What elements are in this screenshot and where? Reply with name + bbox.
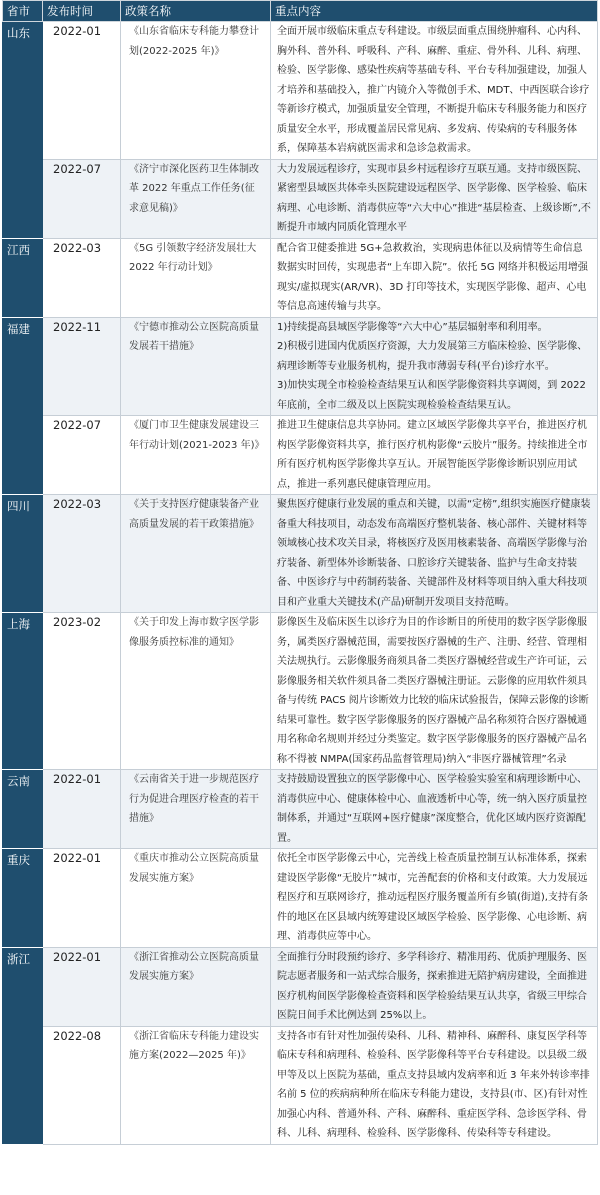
policy-name-cell: 《厦门市卫生健康发展建设三年行动计划(2021-2023 年)》 [121, 416, 271, 495]
table-row [3, 849, 598, 948]
content-cell: 支持鼓励设置独立的医学影像中心、医学检验实验室和病理诊断中心、消毒供应中心、健康体检中心、血液透析中心等，统一纳入医疗质量控制体系，并通过“互联网+医疗健康”深度整合，优化区域内医疗资源配置。 [271, 770, 598, 849]
header-policy: 政策名称 [121, 1, 271, 22]
policy-name-cell: 《浙江省推动公立医院高质量发展实施方案》 [121, 947, 271, 1026]
policy-name-cell: 《重庆市推动公立医院高质量发展实施方案》 [121, 849, 271, 948]
content-cell: 大力发展远程诊疗，实现市县乡村远程诊疗互联互通。支持市级医院、紧密型县域医共体牵头医院建设远程医学、医学影像、医学检验、临床病理、心电诊断、消毒供应等“六大中心”推进“基层检查、上级诊断”,不断提升市域内同质化管理水平 [271, 159, 598, 238]
province-cell: 江西 [3, 238, 43, 317]
content-cell: 支持各市有针对性加强传染科、儿科、精神科、麻醉科、康复医学科等临床专科和病理科、检验科、医学影像科等平台专科建设。以县级二级甲等及以上医院为基础，重点支持县域内发病率和近 3 年来外转诊率排名前 5 位的疾病病种所在临床专科能力建设，支持县(市、区)有针对性加强心内科、普通外科、产科、麻醉科、重症医学科、急诊医学科、骨科、儿科、病理科、检验科、医学影像科、传染科等专科建设。 [271, 1026, 598, 1144]
province-cell: 山东 [3, 22, 43, 239]
table-row [3, 495, 598, 613]
date-cell: 2022-01 [43, 22, 121, 160]
date-cell: 2022-01 [43, 947, 121, 1026]
content-cell: 配合省卫健委推进 5G+急救救治，实现病患体征以及病情等生命信息数据实时回传，实现患者“上车即入院”。依托 5G 网络并积极运用增强现实/虚拟现实(AR/VR)、3D 打印等技术，实现医学影像、超声、心电等信息高速传输与共享。 [271, 238, 598, 317]
table-row [3, 238, 598, 317]
policy-name-cell: 《5G 引领数字经济发展壮大 2022 年行动计划》 [121, 238, 271, 317]
province-cell: 上海 [3, 613, 43, 770]
policy-table [2, 0, 598, 1145]
date-cell: 2022-01 [43, 770, 121, 849]
province-cell: 四川 [3, 495, 43, 613]
date-cell: 2022-11 [43, 317, 121, 416]
policy-name-cell: 《济宁市深化医药卫生体制改革 2022 年重点工作任务(征求意见稿)》 [121, 159, 271, 238]
table-row [3, 770, 598, 849]
header-content: 重点内容 [271, 1, 598, 22]
province-cell: 重庆 [3, 849, 43, 948]
header-row [3, 1, 598, 22]
table-row [3, 317, 598, 416]
date-cell: 2022-03 [43, 495, 121, 613]
policy-name-cell: 《关于印发上海市数字医学影像服务质控标准的通知》 [121, 613, 271, 770]
policy-name-cell: 《浙江省临床专科能力建设实施方案(2022—2025 年)》 [121, 1026, 271, 1144]
date-cell: 2022-07 [43, 416, 121, 495]
header-date: 发布时间 [43, 1, 121, 22]
content-cell: 依托全市医学影像云中心，完善线上检查质量控制互认标准体系，探索建设医学影像“无胶片”城市，完善配套的价格和支付政策。大力发展远程医疗和互联网诊疗，推动远程医疗服务覆盖所有乡镇(街道),支持有条件的地区在区县域内统筹建设区域医学检验、医学影像、心电诊断、病理、消毒供应等中心。 [271, 849, 598, 948]
content-cell: 全面推行分时段预约诊疗、多学科诊疗、精准用药、优质护理服务、医院志愿者服务和一站式综合服务，探索推进无陪护病房建设，全面推进医疗机构间医学影像检查资料和医学检验结果互认共享，省级三甲综合医院日间手术比例达到 25%以上。 [271, 947, 598, 1026]
table-row [3, 947, 598, 1026]
date-cell: 2022-08 [43, 1026, 121, 1144]
content-cell: 推进卫生健康信息共享协同。建立区域医学影像共享平台，推进医疗机构医学影像资料共享，推行医疗机构影像“云胶片”服务。持续推进全市所有医疗机构医学影像共享互认。开展智能医学影像诊断识别应用试点，推进一系列惠民健康管理应用。 [271, 416, 598, 495]
date-cell: 2022-01 [43, 849, 121, 948]
table-row [3, 22, 598, 160]
province-cell: 福建 [3, 317, 43, 495]
content-line: 3)加快实现全市检验检查结果互认和医学影像资料共享调阅，到 2022 年底前，全市二级及以上医院实现检验检查结果互认。 [277, 380, 586, 411]
content-cell: 全面开展市级临床重点专科建设。市级层面重点围绕肿瘤科、心内科、胸外科、普外科、呼吸科、产科、麻醉、重症、骨外科、儿科、病理、检验、医学影像、感染性疾病等基础专科、平台专科加强建设，加强人才培养和基础投入，推广内镜介入等微创手术、MDT、中西医联合诊疗等新诊疗模式，加强质量安全管理，不断提升临床专科服务能力和医疗质量安全水平，形成覆盖居民常见病、多发病、传染病的专科服务体系，保障基本岩病就医需求和急诊急救需求。 [271, 22, 598, 160]
content-cell [271, 317, 598, 416]
content-cell: 影像医生及临床医生以诊疗为目的作诊断目的所使用的数字医学影像服务，属类医疗器械范围，需要按医疗器械的生产、注册、经营、管理相关法规执行。云影像服务商须具备二类医疗器械经营或生产许可证，云影像服务相关软件须具备二类医疗器械注册证。云影像的应用软件须具备与传统 PACS 阅片诊断效力比较的临床试验报告，保障云影像的诊断结果可靠性。数字医学影像服务的医疗器械产品名称须符合医疗器械通用名称命名规则并经过分类鉴定。数字医学影像服务的医疗器械产品名称不得被 NMPA(国家药品监督管理局)纳入“非医疗器械管理”名录 [271, 613, 598, 770]
content-cell: 聚焦医疗健康行业发展的重点和关键，以需“定榜”,组织实施医疗健康装备重大科技项目，动态发布高端医疗整机装备、核心部件、关键材料等领域核心技术攻关目录，将核医疗及医用核素装备、高端医学影像与治疗装备、新型体外诊断装备、口腔诊疗关键装备、监护与生命支持装备、中医诊疗与中药制药装备、关键部件及材料等项目纳入重大科技项目和产业重大关键技术(产品)研制开发项目支持范畴。 [271, 495, 598, 613]
header-province: 省市 [3, 1, 43, 22]
content-line: 2)积极引进国内优质医疗资源，大力发展第三方临床检验、医学影像、病理诊断等专业服务机构，提升我市薄弱专科(平台)诊疗水平。 [277, 341, 588, 372]
table-row [3, 416, 598, 495]
date-cell: 2022-07 [43, 159, 121, 238]
policy-name-cell: 《云南省关于进一步规范医疗行为促进合理医疗检查的若干措施》 [121, 770, 271, 849]
table-row [3, 613, 598, 770]
policy-name-cell: 《宁德市推动公立医院高质量发展若干措施》 [121, 317, 271, 416]
policy-name-cell: 《山东省临床专科能力攀登计划(2022-2025 年)》 [121, 22, 271, 160]
date-cell: 2022-03 [43, 238, 121, 317]
policy-name-cell: 《关于支持医疗健康装备产业高质量发展的若干政策措施》 [121, 495, 271, 613]
table-row [3, 159, 598, 238]
province-cell: 云南 [3, 770, 43, 849]
province-cell: 浙江 [3, 947, 43, 1144]
date-cell: 2023-02 [43, 613, 121, 770]
content-line: 1)持续提高县域医学影像等“六大中心”基层辐射率和利用率。 [277, 321, 548, 333]
table-row [3, 1026, 598, 1144]
